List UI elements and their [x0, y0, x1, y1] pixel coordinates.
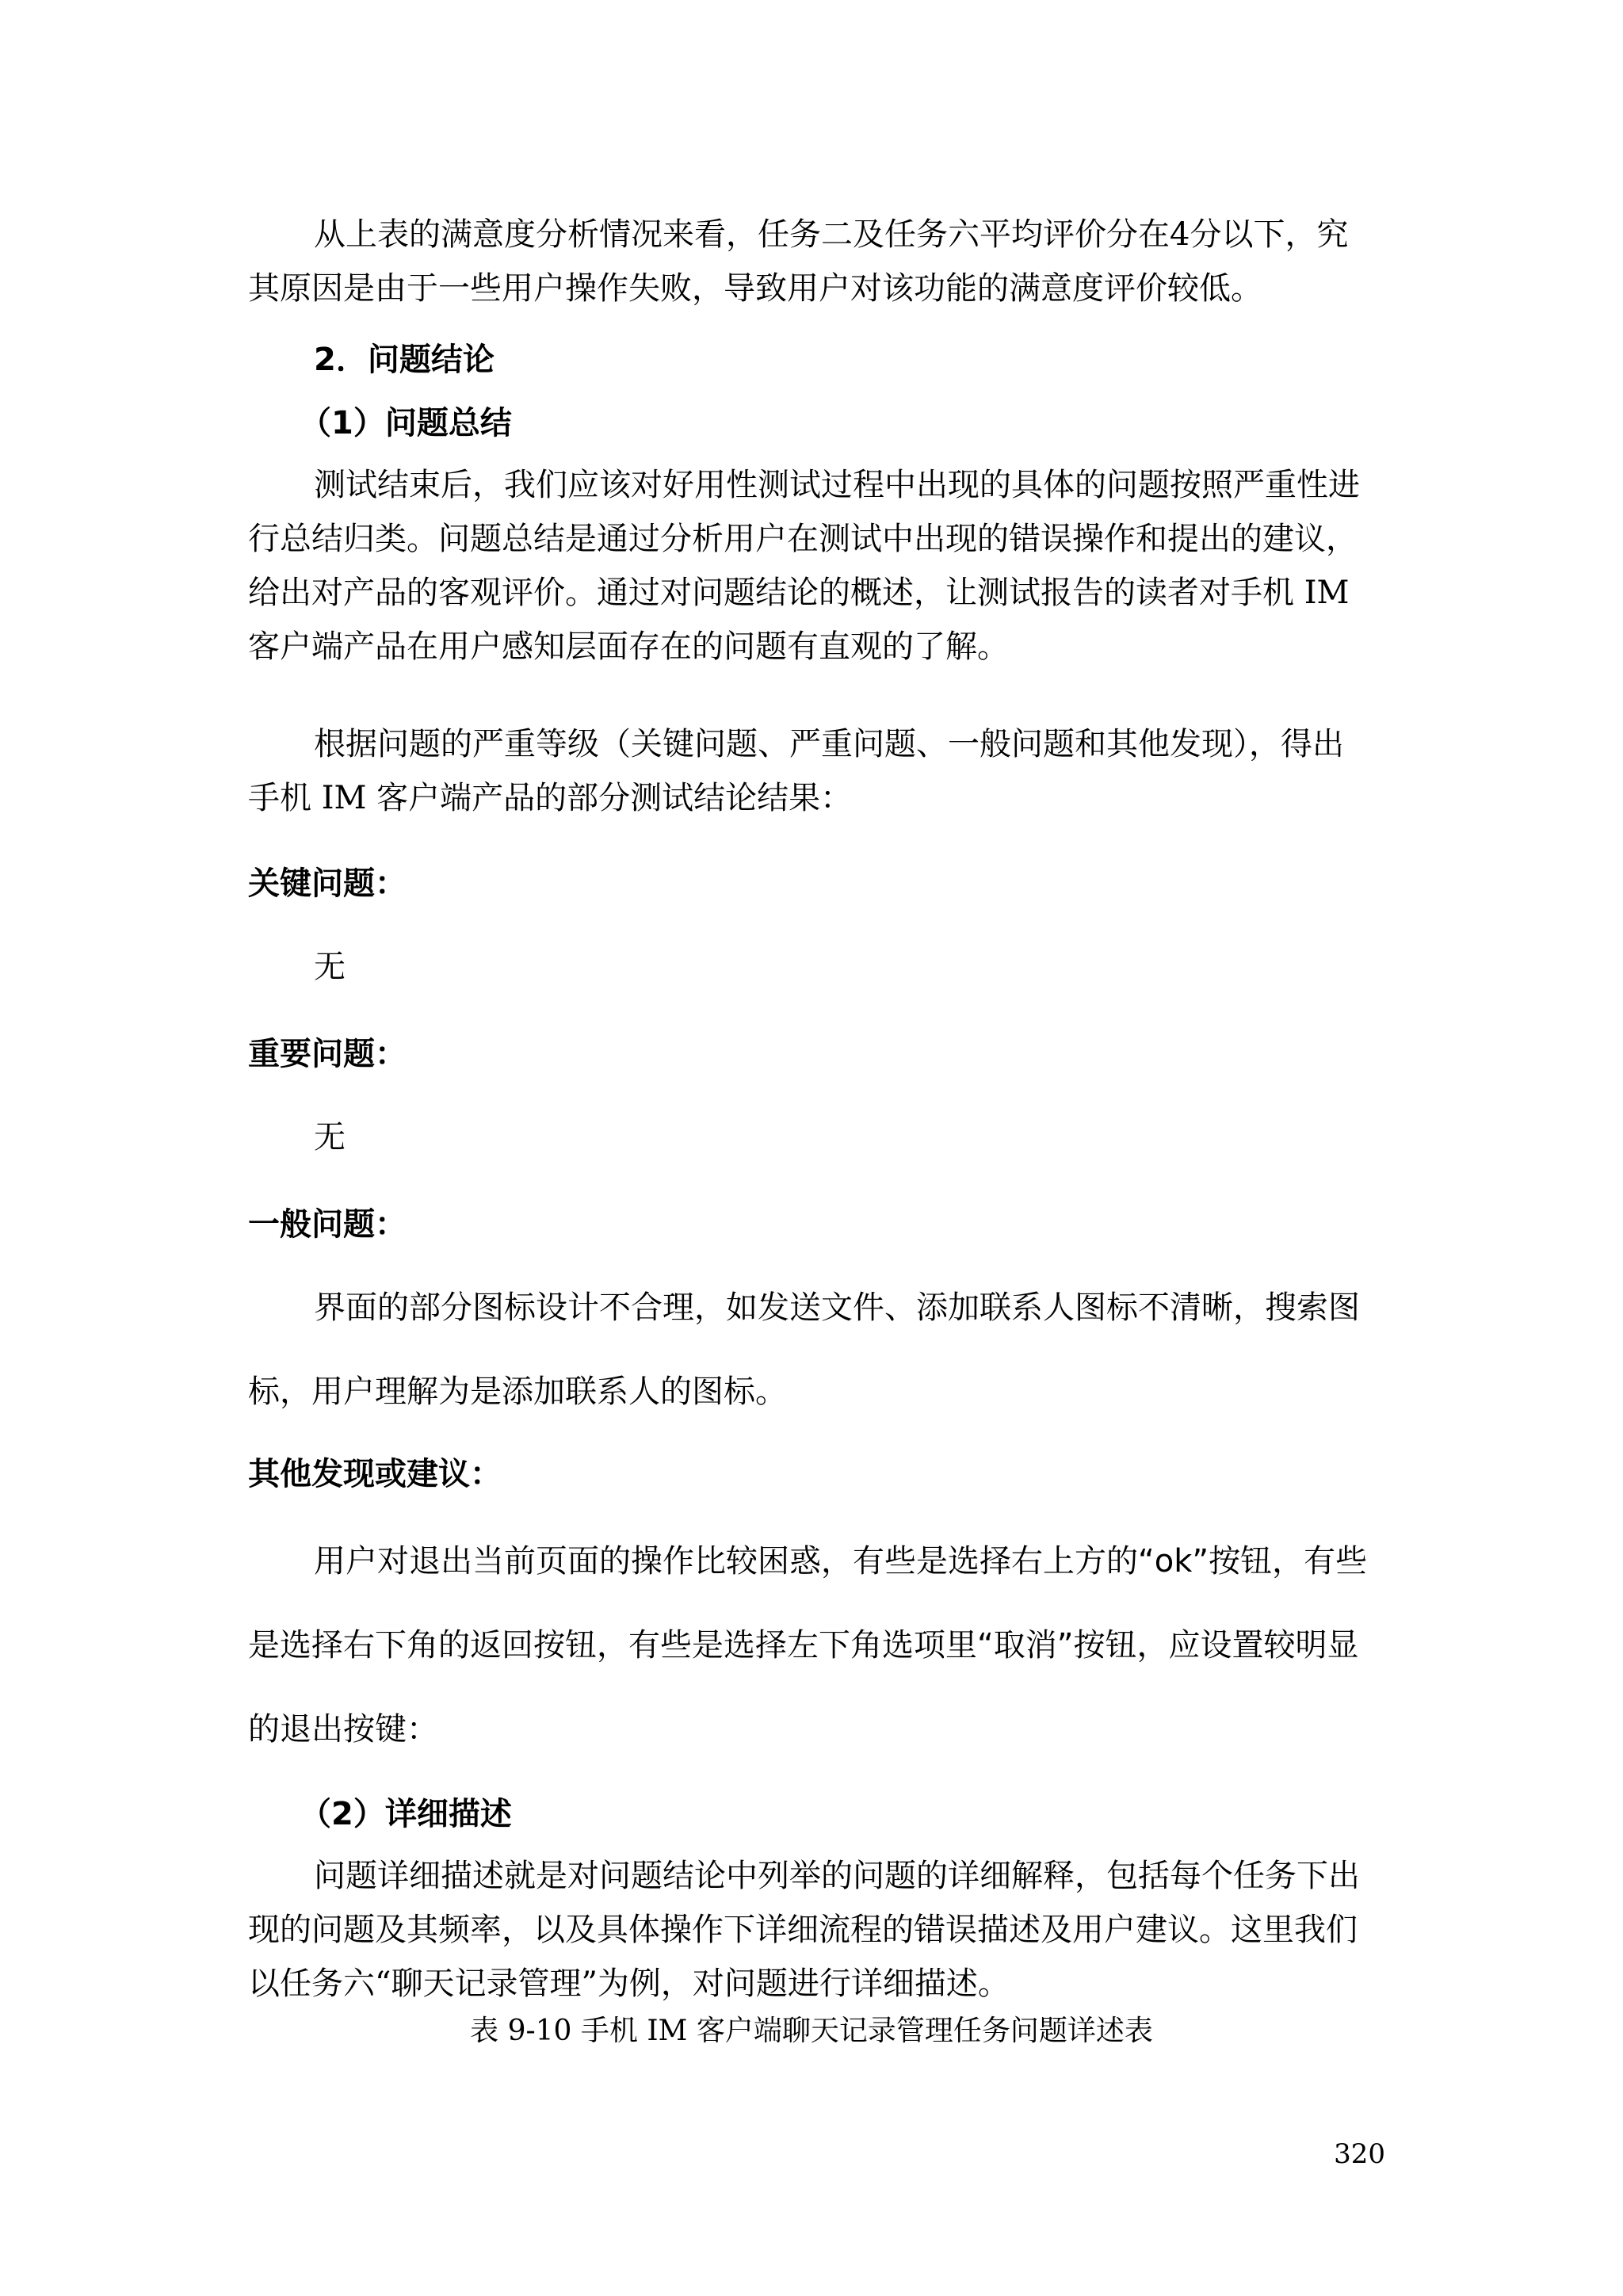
paragraph-line: 其原因是由于一些用户操作失败，导致用户对该功能的满意度评价较低。	[248, 270, 1262, 307]
paragraph-line: 行总结归类。问题总结是通过分析用户在测试中出现的错误操作和提出的建议，	[248, 521, 1358, 557]
paragraph-line: 的退出按键：	[248, 1711, 438, 1748]
paragraph-line: 用户对退出当前页面的操作比较困惑，有些是选择右上方的“ok”按钮，有些	[314, 1543, 1368, 1580]
paragraph-line: 是选择右下角的返回按钮，有些是选择左下角选项里“取消”按钮，应设置较明显	[248, 1627, 1359, 1664]
label-other-findings: 其他发现或建议：	[248, 1456, 502, 1492]
paragraph-line: 界面的部分图标设计不合理，如发送文件、添加联系人图标不清晰，搜索图	[314, 1289, 1360, 1326]
page-number: 320	[1334, 2138, 1385, 2170]
paragraph-detail-description	[248, 1849, 1385, 2011]
label-general-issues: 一般问题：	[248, 1206, 407, 1243]
paragraph-line: 从上表的满意度分析情况来看，任务二及任务六平均评价分在4分以下，究	[314, 216, 1349, 253]
value-important-issues: 无	[314, 1119, 346, 1156]
paragraph-line: 问题详细描述就是对问题结论中列举的问题的详细解释，包括每个任务下出	[314, 1858, 1360, 1894]
paragraph-other-findings	[248, 1538, 1385, 1790]
subsection-heading-detail: （2）详细描述	[300, 1796, 512, 1832]
paragraph-line: 测试结束后，我们应该对好用性测试过程中出现的具体的问题按照严重性进	[314, 467, 1360, 503]
paragraph-line: 给出对产品的客观评价。通过对问题结论的概述，让测试报告的读者对手机 IM	[248, 575, 1350, 611]
paragraph-line: 以任务六“聊天记录管理”为例，对问题进行详细描述。	[248, 1966, 1010, 2002]
paragraph-line: 手机 IM 客户端产品的部分测试结论结果：	[248, 780, 853, 816]
paragraph-general-issues	[248, 1284, 1385, 1452]
paragraph-summary-intro	[248, 458, 1385, 674]
section-heading-conclusion: 2．问题结论	[314, 342, 495, 378]
paragraph-line: 标，用户理解为是添加联系人的图标。	[248, 1373, 787, 1410]
subsection-heading-summary: （1）问题总结	[300, 405, 512, 441]
paragraph-line: 根据问题的严重等级（关键问题、严重问题、一般问题和其他发现），得出	[314, 726, 1344, 762]
paragraph-satisfaction-analysis	[248, 208, 1385, 315]
table-caption: 表 9-10 手机 IM 客户端聊天记录管理任务问题详述表	[470, 2015, 1153, 2047]
paragraph-line: 客户端产品在用户感知层面存在的问题有直观的了解。	[248, 628, 1009, 665]
label-important-issues: 重要问题：	[248, 1036, 407, 1072]
paragraph-severity-levels	[248, 717, 1385, 825]
value-critical-issues: 无	[314, 949, 346, 985]
paragraph-line: 现的问题及其频率，以及具体操作下详细流程的错误描述及用户建议。这里我们	[248, 1912, 1358, 1948]
label-critical-issues: 关键问题：	[248, 865, 407, 902]
